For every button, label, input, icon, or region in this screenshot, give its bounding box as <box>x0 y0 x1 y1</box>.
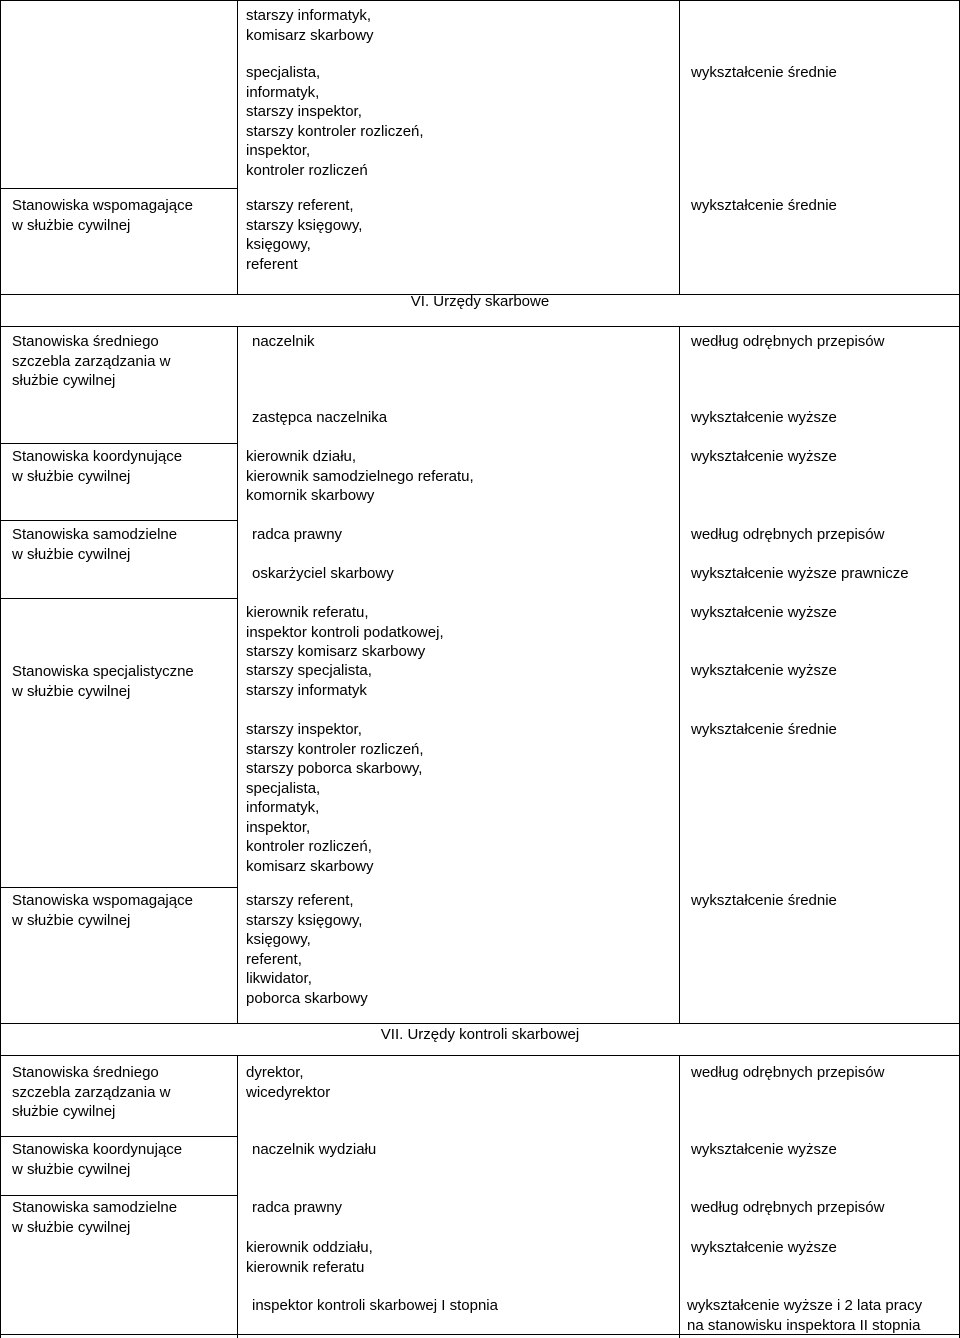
row-divider <box>0 887 237 888</box>
requirement-cell: według odrębnych przepisów <box>691 1199 885 1216</box>
position-cell: naczelnik <box>252 333 315 350</box>
row-divider <box>0 0 960 1</box>
requirement-cell: wykształcenie wyższe <box>691 409 837 426</box>
position-cell: starszy specjalista, starszy informatyk <box>246 662 372 699</box>
position-cell: kierownik referatu, inspektor kontroli podatkowej, starszy komisarz skarbowy <box>246 604 444 660</box>
row-divider <box>0 443 237 444</box>
column-divider-2 <box>679 1055 680 1338</box>
requirement-cell: wykształcenie średnie <box>691 64 837 81</box>
requirement-cell: wykształcenie wyższe <box>691 662 837 679</box>
position-cell: radca prawny <box>252 526 343 543</box>
requirement-cell: wykształcenie wyższe prawnicze <box>691 565 909 582</box>
column-divider-1 <box>237 1055 238 1338</box>
requirement-cell: według odrębnych przepisów <box>691 526 885 543</box>
column-divider-2 <box>679 0 680 294</box>
position-cell: inspektor kontroli skarbowej I stopnia <box>252 1297 498 1314</box>
column-divider-2 <box>679 326 680 1023</box>
row-divider <box>0 188 237 189</box>
requirement-cell: wykształcenie wyższe <box>691 1141 837 1158</box>
position-cell: starszy referent, starszy księgowy, księgowy, referent <box>246 197 363 273</box>
requirement-cell: według odrębnych przepisów <box>691 1064 885 1081</box>
row-divider <box>0 1023 960 1024</box>
position-cell: kierownik oddziału, kierownik referatu <box>246 1239 373 1276</box>
section-title: VII. Urzędy kontroli skarbowej <box>380 1026 580 1043</box>
position-cell: oskarżyciel skarbowy <box>252 565 394 582</box>
row-divider <box>0 598 237 599</box>
position-cell: dyrektor, wicedyrektor <box>246 1064 331 1101</box>
requirement-cell: wykształcenie średnie <box>691 892 837 909</box>
category-cell: Stanowiska wspomagające w służbie cywilnej <box>12 892 193 929</box>
position-cell: starszy inspektor, starszy kontroler rozliczeń, starszy poborca skarbowy, specjalista, informatyk, inspektor, kontroler rozliczeń, komisarz skarbowy <box>246 721 424 875</box>
requirement-cell: wykształcenie wyższe <box>691 604 837 621</box>
position-cell: specjalista, informatyk, starszy inspektor, starszy kontroler rozliczeń, inspektor, kontroler rozliczeń <box>246 64 424 179</box>
row-divider <box>0 1195 237 1196</box>
position-cell: radca prawny <box>252 1199 343 1216</box>
row-divider <box>0 1136 237 1137</box>
category-cell: Stanowiska średniego szczebla zarządzania w służbie cywilnej <box>12 333 171 389</box>
requirement-cell: wykształcenie wyższe <box>691 448 837 465</box>
requirement-cell: wykształcenie wyższe <box>691 1239 837 1256</box>
requirement-cell: wykształcenie średnie <box>691 721 837 738</box>
row-divider <box>0 520 237 521</box>
category-cell: Stanowiska samodzielne w służbie cywilnej <box>12 526 178 563</box>
category-cell: Stanowiska wspomagające w służbie cywilnej <box>12 197 193 234</box>
position-cell: zastępca naczelnika <box>252 409 388 426</box>
category-cell: Stanowiska koordynujące w służbie cywilnej <box>12 1141 183 1178</box>
category-cell: Stanowiska średniego szczebla zarządzania w służbie cywilnej <box>12 1064 171 1120</box>
category-cell: Stanowiska samodzielne w służbie cywilnej <box>12 1199 178 1236</box>
section-title: VI. Urzędy skarbowe <box>410 293 550 310</box>
position-cell: starszy informatyk, komisarz skarbowy <box>246 7 374 44</box>
row-divider <box>0 1055 960 1056</box>
category-cell: Stanowiska koordynujące w służbie cywilnej <box>12 448 183 485</box>
position-cell: starszy referent, starszy księgowy, księgowy, referent, likwidator, poborca skarbowy <box>246 892 368 1007</box>
position-cell: kierownik działu, kierownik samodzielnego referatu, komornik skarbowy <box>246 448 474 504</box>
row-divider <box>0 326 960 327</box>
requirement-cell: wykształcenie średnie <box>691 197 837 214</box>
requirement-cell: według odrębnych przepisów <box>691 333 885 350</box>
column-divider-1 <box>237 0 238 294</box>
requirement-cell: wykształcenie wyższe i 2 lata pracy na stanowisku inspektora II stopnia <box>687 1297 923 1334</box>
column-divider-1 <box>237 326 238 1023</box>
table-border-left <box>0 0 1 1338</box>
category-cell: Stanowiska specjalistyczne w służbie cywilnej <box>12 663 194 700</box>
position-cell: naczelnik wydziału <box>252 1141 377 1158</box>
